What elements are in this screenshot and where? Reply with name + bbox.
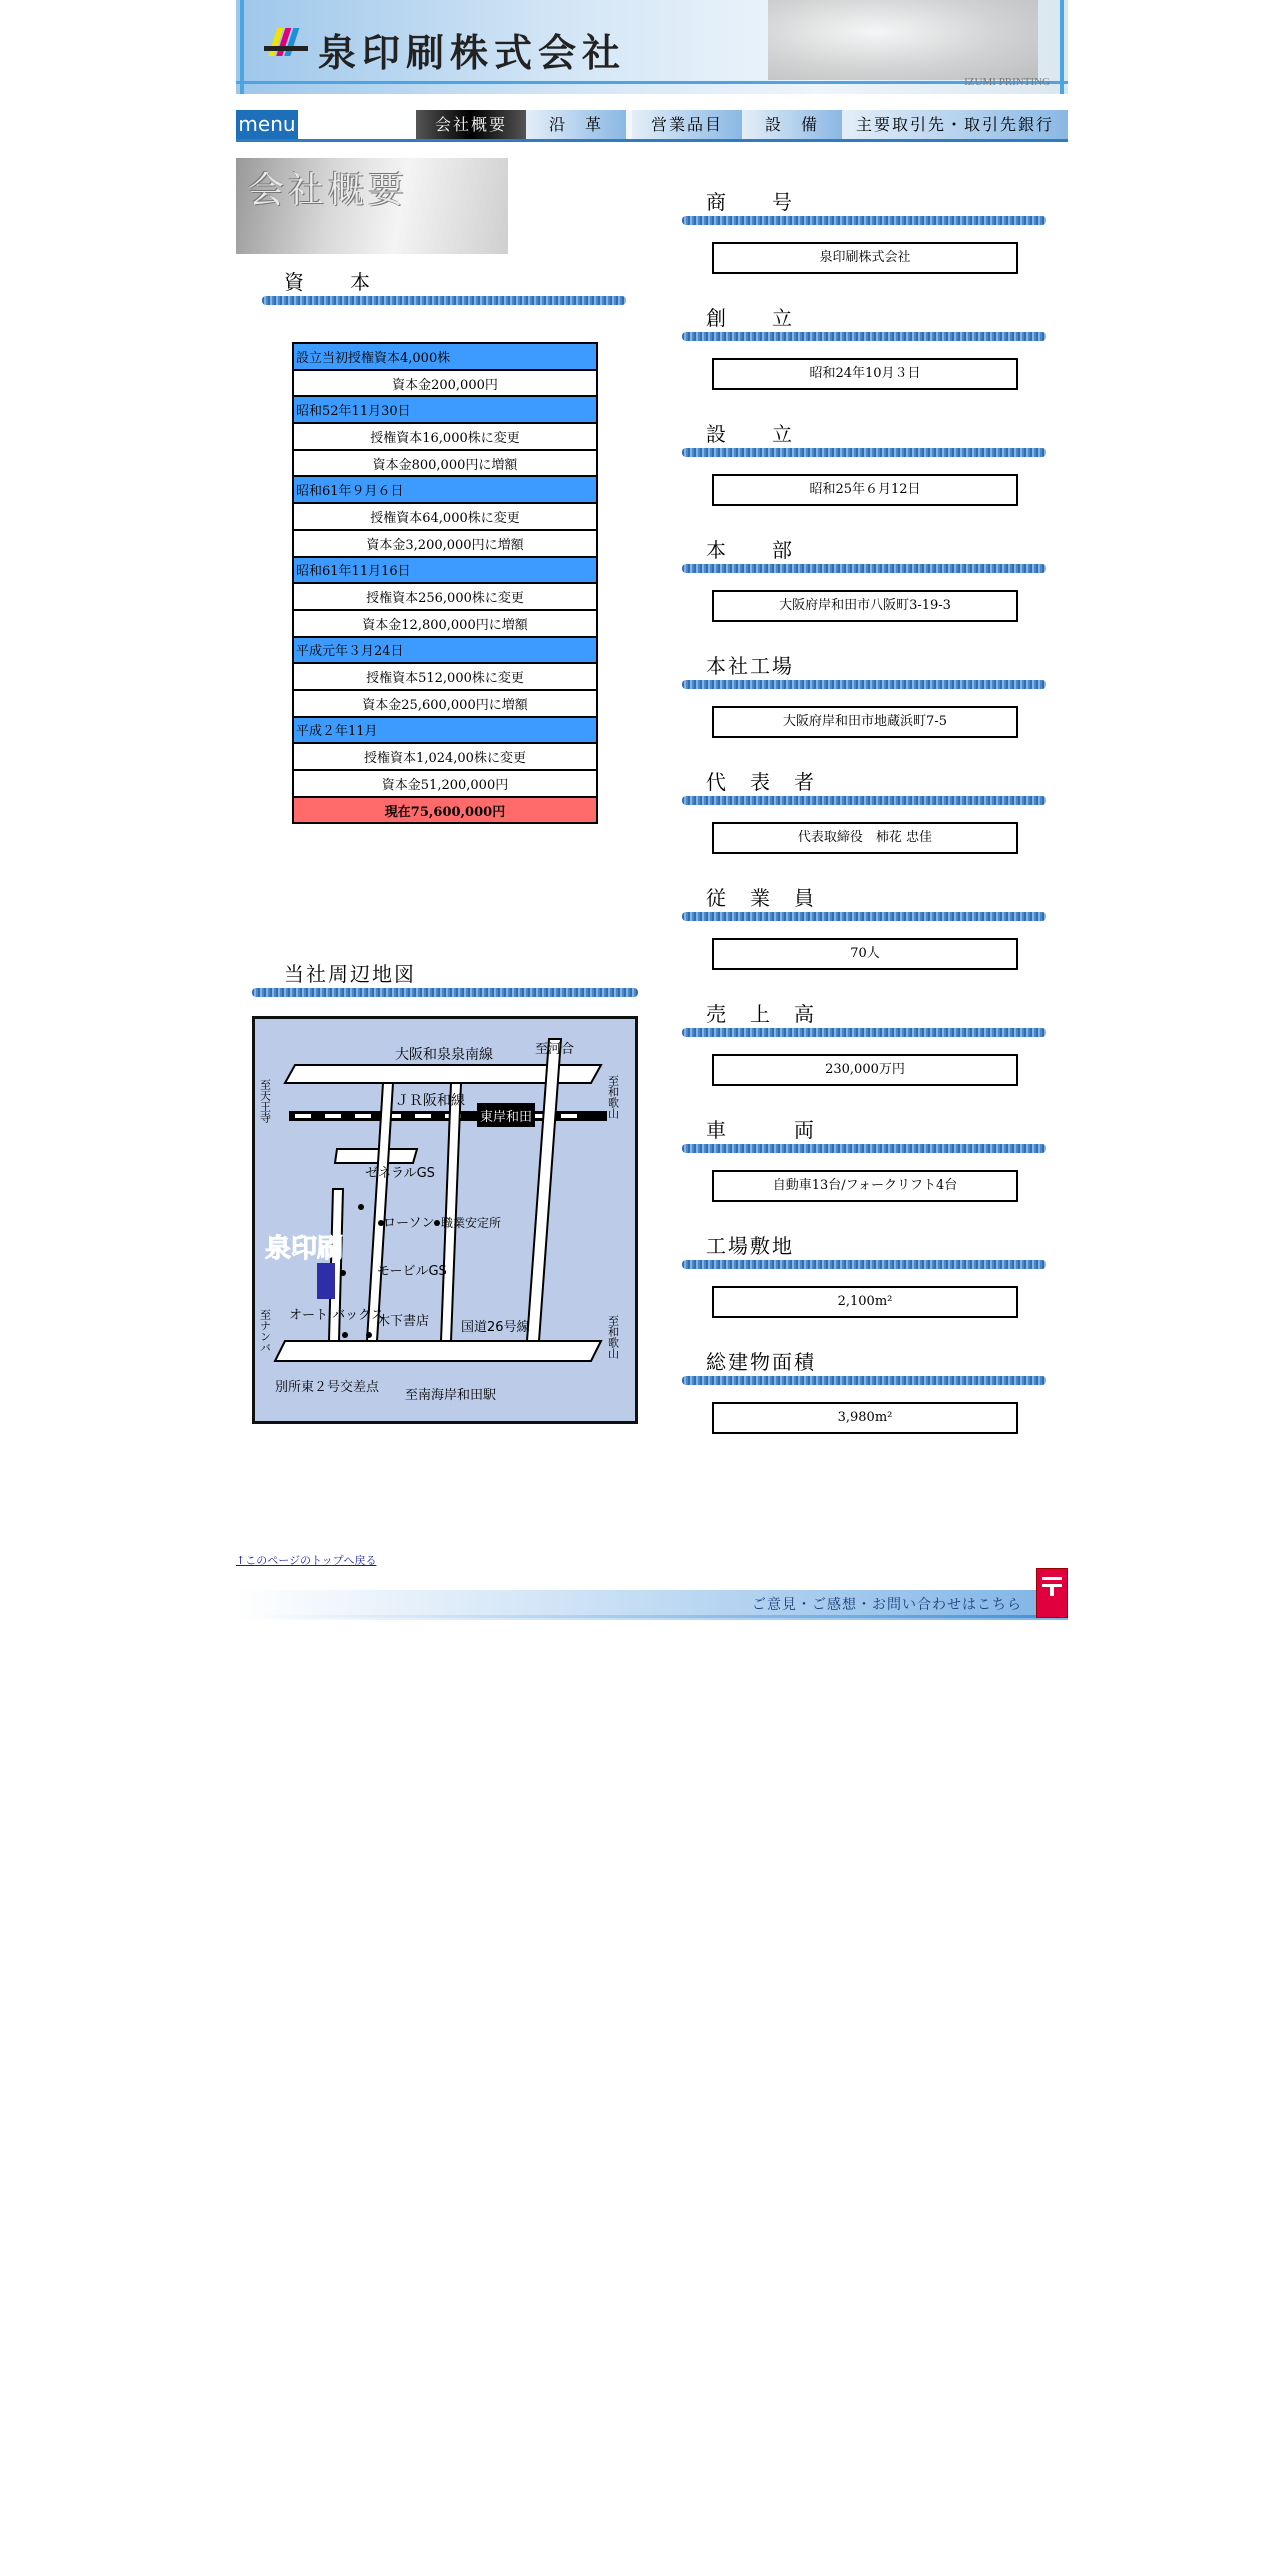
nav-item-company-profile[interactable]: 会社概要	[416, 110, 526, 139]
capital-row	[293, 343, 597, 370]
capital-row	[293, 583, 597, 610]
capital-row	[293, 423, 597, 450]
map-label-hello-work: 職業安定所	[441, 1216, 502, 1230]
map-road-cross	[335, 1149, 417, 1163]
info-heading: 工場敷地	[706, 1234, 794, 1258]
map-label-autobacs: オート バックス	[289, 1308, 385, 1323]
capital-row-text: 資本金12,800,000円に増額	[293, 610, 597, 637]
header-right-border	[1060, 0, 1064, 94]
capital-row-text: 資本金800,000円に増額	[293, 450, 597, 477]
section-banner	[236, 158, 508, 254]
map-label-mobil-gs: モービルGS	[377, 1264, 447, 1279]
info-heading: 本 部	[706, 538, 794, 562]
map-label-to-wakayama-top: 至和歌山	[606, 1075, 620, 1119]
info-heading: 従 業 員	[706, 886, 816, 910]
capital-row	[293, 797, 597, 824]
capital-row-text: 資本金51,200,000円	[293, 770, 597, 797]
info-heading-underline	[682, 680, 1046, 689]
map-label-road-top: 大阪和泉泉南線	[395, 1047, 493, 1063]
main-nav	[236, 110, 1068, 142]
header-bottom-border	[236, 81, 1068, 84]
info-value-box: 大阪府岸和田市八阪町3-19-3	[712, 590, 1018, 622]
map-label-to-namba: 至ナンバ	[258, 1309, 272, 1353]
capital-row	[293, 476, 597, 503]
capital-row	[293, 530, 597, 557]
capital-history-table	[292, 342, 598, 824]
capital-row-text: 授権資本512,000株に変更	[293, 663, 597, 690]
company-logo-icon	[264, 26, 310, 66]
capital-row-text: 資本金25,600,000円に増額	[293, 690, 597, 717]
contact-link[interactable]: ご意見・ご感想・お問い合わせはこちら	[752, 1597, 1022, 1613]
section-title: 会社概要	[248, 170, 409, 211]
header-photo	[768, 0, 1038, 80]
capital-row	[293, 717, 597, 744]
info-heading-underline	[682, 1028, 1046, 1037]
info-heading-underline	[682, 1144, 1046, 1153]
map-road-center	[441, 1083, 461, 1341]
map-label-to-station: 至南海岸和田駅	[405, 1388, 497, 1403]
info-heading-underline	[682, 912, 1046, 921]
capital-row-text: 授権資本64,000株に変更	[293, 503, 597, 530]
info-heading: 本社工場	[706, 654, 794, 678]
nav-item-equipment[interactable]: 設 備	[742, 110, 842, 139]
info-value-box: 泉印刷株式会社	[712, 242, 1018, 274]
capital-row-text: 昭和61年11月16日	[293, 557, 597, 584]
nav-item-history[interactable]: 沿 革	[526, 110, 626, 139]
capital-row	[293, 503, 597, 530]
capital-row	[293, 557, 597, 584]
info-heading: 車 両	[706, 1118, 816, 1142]
info-value-box: 自動車13台/フォークリフト4台	[712, 1170, 1018, 1202]
info-heading: 総建物面積	[706, 1350, 816, 1374]
capital-row-text: 授権資本16,000株に変更	[293, 423, 597, 450]
info-value-box: 昭和25年６月12日	[712, 474, 1018, 506]
header-subtitle: IZUMI PRINTING	[964, 76, 1050, 88]
capital-row-text: 昭和61年９月６日	[293, 476, 597, 503]
capital-row-text: 昭和52年11月30日	[293, 396, 597, 423]
map-label-lawson: ローソン	[383, 1216, 435, 1231]
map-label-station: 東岸和田	[480, 1110, 533, 1125]
map-label-jr-line: ＪＲ阪和線	[395, 1093, 465, 1109]
info-value-box: 70人	[712, 938, 1018, 970]
info-value-box: 2,100m²	[712, 1286, 1018, 1318]
capital-row	[293, 450, 597, 477]
map-label-kinoshita: 木下書店	[377, 1314, 430, 1329]
capital-row	[293, 743, 597, 770]
capital-row	[293, 663, 597, 690]
capital-row-text: 平成元年３月24日	[293, 637, 597, 664]
capital-row-text: 設立当初授権資本4,000株	[293, 343, 597, 370]
info-heading: 売 上 高	[706, 1002, 816, 1026]
postbox-icon[interactable]	[1036, 1568, 1068, 1618]
contact-bar	[236, 1590, 1068, 1620]
map-road-mid	[367, 1083, 393, 1341]
info-value-box: 昭和24年10月３日	[712, 358, 1018, 390]
contact-bar-line	[236, 1615, 1068, 1618]
capital-row-text: 授権資本1,024,00株に変更	[293, 743, 597, 770]
info-heading-underline	[682, 216, 1046, 225]
info-heading-underline	[682, 332, 1046, 341]
info-value-box: 大阪府岸和田市地蔵浜町7-5	[712, 706, 1018, 738]
map-heading-underline	[252, 988, 638, 997]
capital-heading: 資 本	[284, 270, 372, 294]
capital-row	[293, 770, 597, 797]
map-label-to-wakayama-bottom: 至和歌山	[606, 1315, 620, 1359]
info-heading-underline	[682, 1260, 1046, 1269]
info-heading: 創 立	[706, 306, 794, 330]
capital-row-text: 授権資本256,000株に変更	[293, 583, 597, 610]
info-heading: 商 号	[706, 190, 794, 214]
info-value-box: 230,000万円	[712, 1054, 1018, 1086]
menu-label: menu	[236, 110, 298, 139]
map-label-to-tennoji: 至天王寺	[258, 1079, 272, 1123]
capital-row-text: 資本金3,200,000円に増額	[293, 530, 597, 557]
capital-heading-underline	[262, 296, 626, 305]
capital-row	[293, 396, 597, 423]
capital-row	[293, 637, 597, 664]
map-heading: 当社周辺地図	[284, 962, 416, 986]
header-left-border	[240, 0, 244, 94]
map-road-right	[527, 1039, 561, 1341]
info-heading-underline	[682, 564, 1046, 573]
nav-item-products[interactable]: 営業品目	[632, 110, 742, 139]
back-to-top-link[interactable]: ↑このページのトップへ戻る	[236, 1554, 377, 1567]
info-heading-underline	[682, 796, 1046, 805]
capital-row-text: 現在75,600,000円	[293, 797, 597, 824]
map-label-bessho: 別所東２号交差点	[275, 1380, 380, 1395]
info-heading: 代 表 者	[706, 770, 816, 794]
map-label-general-gs: ゼネラルGS	[365, 1166, 435, 1181]
map-road-bottom	[275, 1341, 601, 1361]
info-heading-underline	[682, 1376, 1046, 1385]
map-company-marker	[317, 1263, 335, 1299]
capital-row-text: 資本金200,000円	[293, 370, 597, 397]
map-label-to-kawai: 至河合	[535, 1042, 575, 1057]
info-heading: 設 立	[706, 422, 794, 446]
info-value-box: 3,980m²	[712, 1402, 1018, 1434]
info-heading-underline	[682, 448, 1046, 457]
map-label-company: 泉印刷	[265, 1234, 344, 1264]
info-value-box: 代表取締役 柿花 忠佳	[712, 822, 1018, 854]
site-header	[236, 0, 1068, 94]
map-label-route26: 国道26号線	[461, 1320, 530, 1335]
company-title: 泉印刷株式会社	[318, 31, 627, 75]
capital-row-text: 平成２年11月	[293, 717, 597, 744]
capital-row	[293, 370, 597, 397]
area-map-drawing	[255, 1019, 635, 1421]
capital-row	[293, 690, 597, 717]
capital-row	[293, 610, 597, 637]
nav-item-clients-banks[interactable]: 主要取引先・取引先銀行	[842, 110, 1068, 139]
area-map	[252, 1016, 638, 1424]
